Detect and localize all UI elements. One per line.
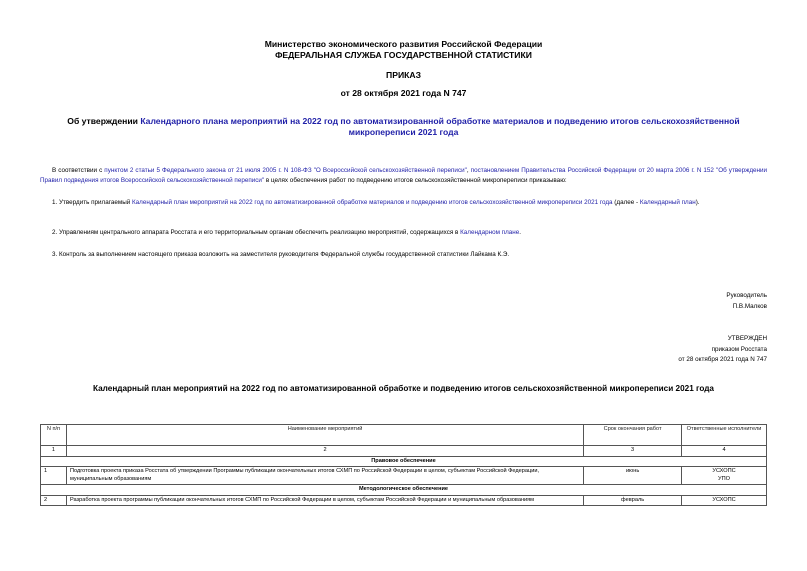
col-number-3: 3 [584, 446, 682, 457]
header-term: Срок окончания работ [584, 425, 682, 446]
row1-responsible-1: УСХОПС [712, 468, 736, 474]
table-section-row [41, 456, 767, 467]
preamble-paragraph [40, 166, 767, 185]
signature-name: П.В.Малков [732, 302, 767, 310]
item1-text-b: (далее - [612, 199, 640, 206]
table-row [41, 495, 767, 506]
item1-text-a: 1. Утвердить прилагаемый [52, 199, 133, 206]
document-type: ПРИКАЗ [386, 70, 421, 80]
service-name: ФЕДЕРАЛЬНАЯ СЛУЖБА ГОСУДАРСТВЕННОЙ СТАТИСТИКИ [275, 50, 532, 60]
preamble-text-b: , [466, 167, 471, 174]
header-name: Наименование мероприятий [66, 425, 583, 446]
order-item-2 [52, 228, 767, 238]
signature-role: Руководитель [726, 292, 767, 299]
row1-number: 1 [41, 467, 67, 485]
section-methodology: Методологическое обеспечение [41, 485, 767, 496]
approval-block [678, 334, 767, 366]
approval-line-3: от 28 октября 2021 года N 747 [678, 356, 767, 363]
row2-name: Разработка проекта программы публикации окончательных итогов СХМП по Российской Федерации в целом, субъектам Российской Федерации и муниципальным образованиям [66, 495, 583, 506]
row1-name: Подготовка проекта приказа Росстата об утверждении Программы публикации окончательных итогов СХМП по Российской Федерации в целом, субъектам Российской Федерации, муниципальным образованиям [66, 467, 583, 485]
order-item-1 [40, 198, 767, 208]
signature-block [726, 291, 767, 312]
government-decree-link[interactable]: постановлением Правительства Российской Федерации от 20 марта 2006 г. N 152 "Об утверждении Правил подведения итогов Всероссийской сельскохозяйственной переписи" [40, 167, 768, 184]
col-number-1: 1 [41, 446, 67, 457]
item2-text-a: 2. Управлениям центрального аппарата Росстата и его территориальным органам обеспечить реализацию мероприятий, содержащихся в [52, 229, 461, 236]
row2-number: 2 [41, 495, 67, 506]
row1-term: июнь [584, 467, 682, 485]
table-number-row [41, 446, 767, 457]
plan-title: Календарный план мероприятий на 2022 год по автоматизированной обработке и подведению итогов сельскохозяйственной микропереписи 2021 года [93, 384, 714, 393]
preamble-text-c: в целях обеспечения работ по подведению итогов сельскохозяйственной микропереписи приказываю: [264, 176, 567, 184]
table-row [41, 467, 767, 485]
document-date-number: от 28 октября 2021 года N 747 [340, 88, 467, 98]
col-number-2: 2 [66, 446, 583, 457]
ministry-name: Министерство экономического развития Российской Федерации [264, 39, 543, 49]
order-title-link[interactable]: Календарного плана мероприятий на 2022 год по автоматизированной обработке материалов и подведению итогов сельскохозяйственной микропереписи 2021 года [140, 116, 740, 137]
header-number: N п/п [41, 425, 67, 446]
row2-responsible: УСХОПС [682, 495, 767, 506]
calendar-plan-link[interactable]: Календарный план мероприятий на 2022 год по автоматизированной обработке материалов и подведению итогов сельскохозяйственной микропереписи 2021 года [132, 199, 613, 206]
section-legal: Правовое обеспечение [41, 456, 767, 467]
col-number-4: 4 [682, 446, 767, 457]
row1-responsible-2: УПО [718, 475, 730, 482]
item2-text-b: . [519, 229, 521, 236]
table-header-row [41, 425, 767, 446]
header-responsible: Ответственные исполнители [682, 425, 767, 446]
plan-table [40, 424, 767, 506]
table-section-row [41, 485, 767, 496]
order-title [40, 116, 767, 138]
row1-responsible [682, 467, 767, 485]
row2-term: февраль [584, 495, 682, 506]
preamble-text-a: В соответствии с [52, 167, 105, 174]
calendar-plan-short-link[interactable]: Календарный план [639, 199, 696, 206]
order-item-3: 3. Контроль за выполнением настоящего приказа возложить на заместителя руководителя Федеральной службы государственной статистики Лайкама К.Э. [52, 251, 510, 258]
approval-line-2: приказом Росстата [711, 345, 767, 353]
order-title-prefix: Об утверждении [67, 116, 141, 126]
item1-text-c: ). [695, 199, 700, 206]
calendar-plan-ref-link[interactable]: Календарном плане [460, 229, 520, 236]
approval-line-1: УТВЕРЖДЕН [727, 335, 767, 342]
federal-law-link[interactable]: пунктом 2 статьи 5 Федерального закона от 21 июля 2005 г. N 108-ФЗ "О Всероссийской сельскохозяйственной переписи" [104, 167, 467, 174]
